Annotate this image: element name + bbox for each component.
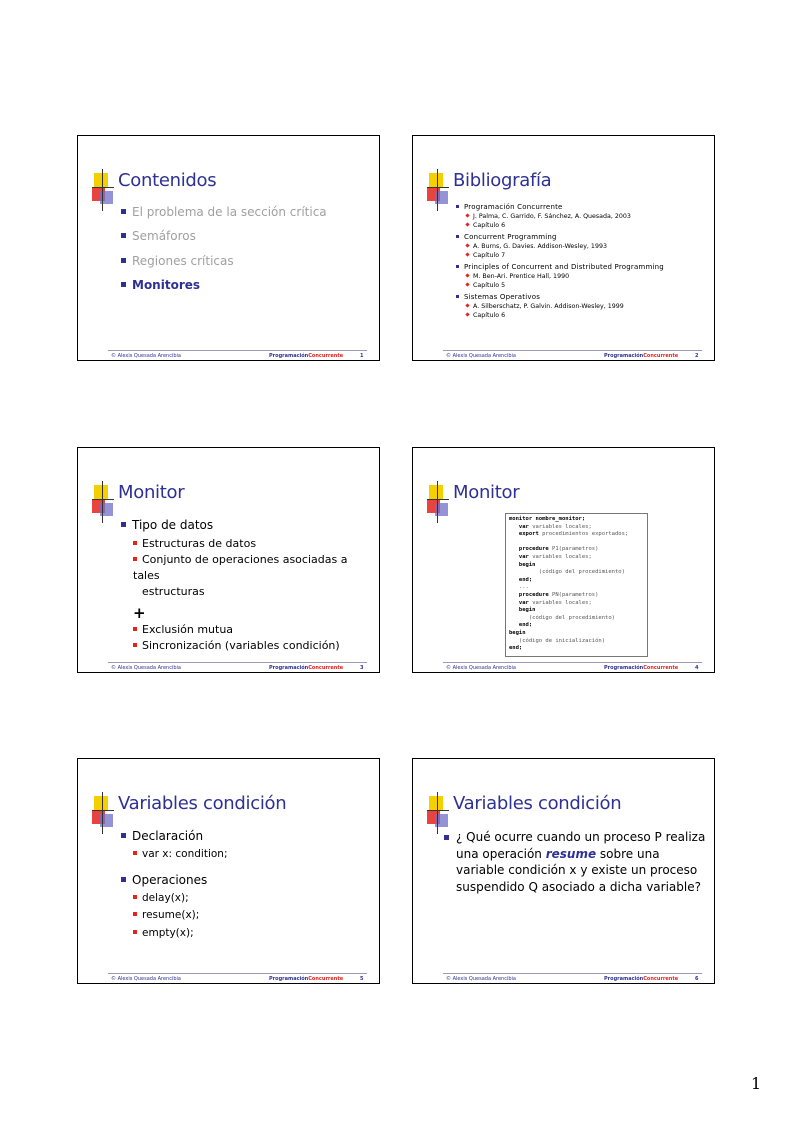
slide-number: 3 <box>360 665 364 671</box>
code-line: procedure P1(parametros) <box>509 546 599 553</box>
page-number: 1 <box>751 1074 762 1093</box>
slide-title: Monitor <box>453 482 520 503</box>
bullet-icon <box>465 252 469 256</box>
footer-divider <box>108 973 367 974</box>
bullet-icon <box>133 541 137 545</box>
code-line: export procedimientos exportados; <box>509 531 629 538</box>
list-item: delay(x); <box>133 890 227 908</box>
list-item: Programación Concurrente J. Palma, C. Garrido, F. Sánchez, A. Quesada, 2003 Capítulo 6 <box>456 203 711 230</box>
question-text: ¿ Qué ocurre cuando un proceso P realiza una operación resume sobre una variable condición x y existe un proceso suspendido Q asociado a dicha variable? <box>456 829 711 895</box>
footer-divider <box>108 350 367 351</box>
code-line: (código de inicialización) <box>509 637 606 644</box>
bullet-icon <box>121 522 126 527</box>
slide-logo-icon <box>427 169 449 211</box>
footer-course: ProgramaciónConcurrente <box>604 353 679 359</box>
code-line: end; <box>509 645 523 652</box>
slide-title: Contenidos <box>118 170 217 191</box>
bullet-icon <box>444 835 449 840</box>
code-line: begin <box>509 607 536 614</box>
bullet-icon <box>121 282 126 287</box>
slide-logo-icon <box>92 169 114 211</box>
code-line: ... <box>509 584 529 591</box>
list-item: Operaciones delay(x); resume(x); empty(x); <box>121 873 227 943</box>
bullet-icon <box>456 235 459 238</box>
bullet-icon <box>133 930 137 934</box>
footer-course: ProgramaciónConcurrente <box>604 665 679 671</box>
list-item: empty(x); <box>133 925 227 943</box>
bullet-icon <box>133 643 137 647</box>
bullet-icon <box>465 312 469 316</box>
footer-divider <box>108 662 367 663</box>
slide-number: 2 <box>695 353 699 359</box>
condition-list <box>121 829 227 951</box>
slide-title: Monitor <box>118 482 185 503</box>
bullet-icon <box>121 209 126 214</box>
slide-title: Variables condición <box>118 793 287 814</box>
slide-logo-icon <box>92 481 114 523</box>
bullet-icon <box>121 877 126 882</box>
footer-author: © Alexis Quesada Arencibia <box>111 353 181 359</box>
bullet-icon <box>133 912 137 916</box>
slide-logo-icon <box>427 792 449 834</box>
bullet-icon <box>456 265 459 268</box>
slide-3 <box>77 447 380 673</box>
bibliography-list <box>456 203 711 323</box>
slide-number: 1 <box>360 353 364 359</box>
code-line: begin <box>509 629 526 636</box>
code-line <box>509 539 644 547</box>
code-line: end; <box>509 622 533 629</box>
bullet-icon <box>465 273 469 277</box>
list-item: Regiones críticas <box>121 254 327 278</box>
bullet-icon <box>465 243 469 247</box>
slide-4 <box>412 447 715 673</box>
slide-logo-icon <box>92 792 114 834</box>
plus-sign: + <box>133 604 146 622</box>
code-line: (código del procedimiento) <box>509 614 615 621</box>
list-item: Semáforos <box>121 229 327 253</box>
bullet-icon <box>121 233 126 238</box>
footer-author: © Alexis Quesada Arencibia <box>111 665 181 671</box>
list-item: Sistemas Operativos A. Silberschatz, P. Galvin. Addison-Wesley, 1999 Capítulo 6 <box>456 293 711 320</box>
slide-title: Variables condición <box>453 793 622 814</box>
footer-course: ProgramaciónConcurrente <box>269 353 344 359</box>
bullet-icon <box>465 213 469 217</box>
code-line: monitor nombre_monitor; <box>509 516 586 522</box>
bullet-icon <box>465 282 469 286</box>
bullet-icon <box>121 833 126 838</box>
contents-list <box>121 205 327 302</box>
footer-course: ProgramaciónConcurrente <box>269 976 344 982</box>
code-line: (código del procedimiento) <box>509 569 625 576</box>
bullet-icon <box>133 851 137 855</box>
code-line: begin <box>509 561 536 568</box>
list-item: Exclusión mutua <box>133 622 371 638</box>
code-line: end; <box>509 576 533 583</box>
list-item: Conjunto de operaciones asociadas a tales estructuras <box>133 553 348 598</box>
list-item: var x: condition; <box>133 846 227 864</box>
footer-author: © Alexis Quesada Arencibia <box>446 976 516 982</box>
footer-course: ProgramaciónConcurrente <box>604 976 679 982</box>
bullet-icon <box>133 557 137 561</box>
list-item: Tipo de datos <box>121 518 371 532</box>
footer-divider <box>443 973 702 974</box>
footer-divider <box>443 662 702 663</box>
slide-number: 5 <box>360 976 364 982</box>
code-line: var variables locales; <box>509 523 592 530</box>
list-item: El problema de la sección crítica <box>121 205 327 229</box>
bullet-icon <box>456 205 459 208</box>
bullet-icon <box>465 303 469 307</box>
slide-number: 6 <box>695 976 699 982</box>
footer-divider <box>443 350 702 351</box>
bullet-icon <box>133 627 137 631</box>
list-item: Sincronización (variables condición) <box>133 638 371 654</box>
list-item: Declaración var x: condition; <box>121 829 227 864</box>
slide-logo-icon <box>427 481 449 523</box>
list-item: Principles of Concurrent and Distributed Programming M. Ben-Ari. Prentice Hall, 1990 Capítulo 5 <box>456 263 711 290</box>
bullet-icon <box>133 895 137 899</box>
bullet-icon <box>465 222 469 226</box>
bullet-icon <box>121 258 126 263</box>
slide-6 <box>412 758 715 984</box>
monitor-definition <box>121 518 371 654</box>
code-line: var variables locales; <box>509 599 592 606</box>
code-block <box>505 513 648 657</box>
list-item: resume(x); <box>133 907 227 925</box>
slide-number: 4 <box>695 665 699 671</box>
footer-author: © Alexis Quesada Arencibia <box>446 665 516 671</box>
code-line: procedure PN(parametros) <box>509 591 599 598</box>
footer-author: © Alexis Quesada Arencibia <box>111 976 181 982</box>
slide-2 <box>412 135 715 361</box>
list-item-active: Monitores <box>121 278 327 302</box>
slide-5 <box>77 758 380 984</box>
slide-1 <box>77 135 380 361</box>
list-item: Estructuras de datos <box>133 536 371 552</box>
footer-course: ProgramaciónConcurrente <box>269 665 344 671</box>
slide-title: Bibliografía <box>453 170 552 191</box>
list-item: Concurrent Programming A. Burns, G. Davies. Addison-Wesley, 1993 Capítulo 7 <box>456 233 711 260</box>
footer-author: © Alexis Quesada Arencibia <box>446 353 516 359</box>
bullet-icon <box>456 295 459 298</box>
code-line: var variables locales; <box>509 553 592 560</box>
